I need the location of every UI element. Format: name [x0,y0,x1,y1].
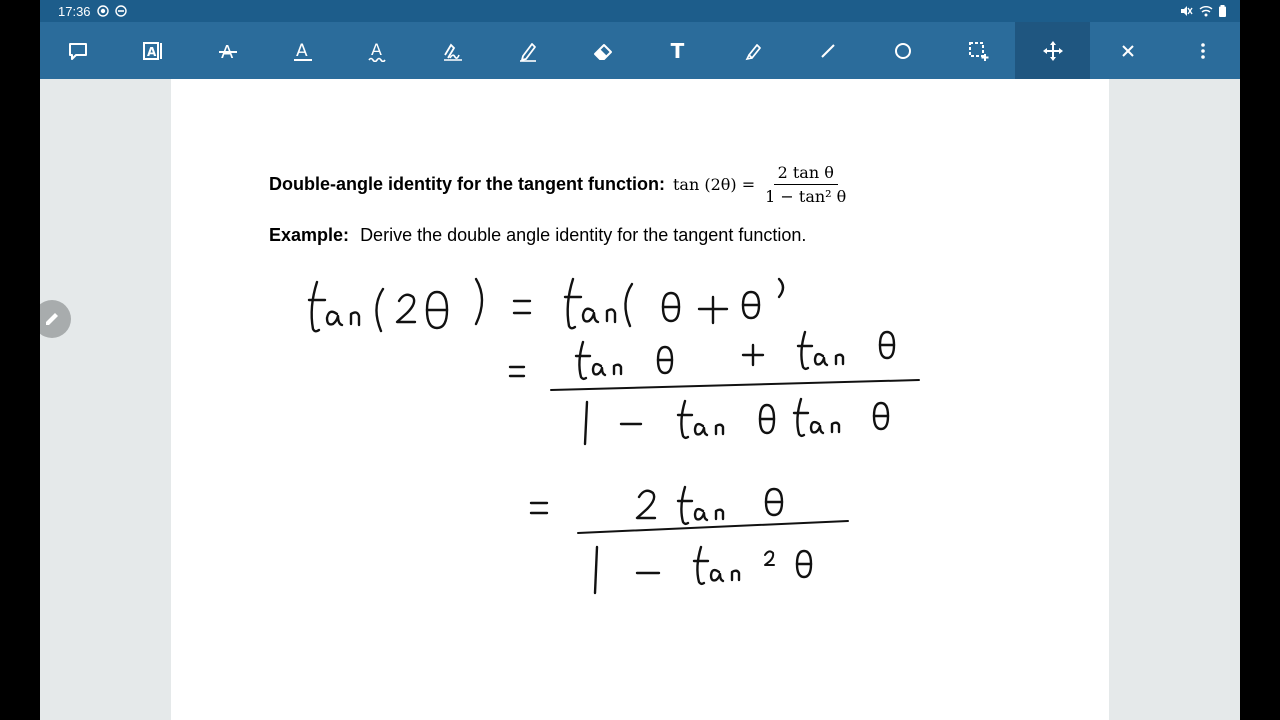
handwriting-line-1 [309,279,783,331]
svg-text:A: A [370,39,382,59]
status-left [58,4,127,19]
mute-icon [1180,5,1193,17]
battery-icon [1219,5,1226,17]
comment-tool[interactable] [40,22,115,79]
identity-label: Double-angle identity for the tangent function: [269,174,665,194]
status-right [1180,5,1226,17]
highlighter-icon [742,40,764,62]
squiggly-tool[interactable] [340,22,415,79]
text-tool[interactable] [640,22,715,79]
move-icon [1042,40,1064,62]
highlighter-tool[interactable] [715,22,790,79]
close-button[interactable] [1090,22,1165,79]
annotation-toolbar [40,22,1240,79]
strikeout-tool[interactable] [190,22,265,79]
edit-fab[interactable] [40,300,71,338]
eraser-icon [592,40,614,62]
svg-text:A: A [295,40,308,61]
signature-tool[interactable] [415,22,490,79]
pen-icon [517,40,539,62]
identity-lhs: tan (2θ) = [672,175,756,194]
pan-tool[interactable] [1015,22,1090,79]
ellipse-tool[interactable] [865,22,940,79]
area-select-tool[interactable] [940,22,1015,79]
wifi-icon [1199,5,1213,17]
signature-icon [442,40,464,62]
record-icon [97,5,109,17]
ellipse-icon [892,40,914,62]
more-button[interactable] [1165,22,1240,79]
identity-numerator: 2 tan θ [774,163,838,185]
comment-icon [67,40,89,62]
underline-tool[interactable] [265,22,340,79]
example-label: Example: [269,225,350,245]
handwritten-derivation [171,79,1109,720]
svg-text:A: A [220,41,233,62]
do-not-disturb-icon [115,5,127,17]
line-icon [817,40,839,62]
text-box-icon [142,40,164,62]
close-icon [1117,40,1139,62]
handwriting-line-3 [531,487,848,593]
eraser-tool[interactable] [565,22,640,79]
underline-icon [292,40,314,62]
handwriting-line-2 [510,332,919,444]
clock: 17:36 [58,3,91,19]
line-tool[interactable] [790,22,865,79]
pdf-page[interactable] [171,79,1109,720]
more-vert-icon [1192,40,1214,62]
tablet-screen [40,0,1240,720]
strikeout-icon [217,40,239,62]
edit-pencil-icon [42,309,62,329]
example-text: Derive the double angle identity for the tangent function. [360,225,807,245]
status-bar [40,0,1240,22]
squiggly-icon [367,40,389,62]
pen-tool[interactable] [490,22,565,79]
text-box-tool[interactable] [115,22,190,79]
text-icon: T [670,38,685,63]
identity-denominator: 1 − tan² θ [765,187,847,206]
area-select-icon [967,40,989,62]
svg-text:A: A [146,44,156,59]
